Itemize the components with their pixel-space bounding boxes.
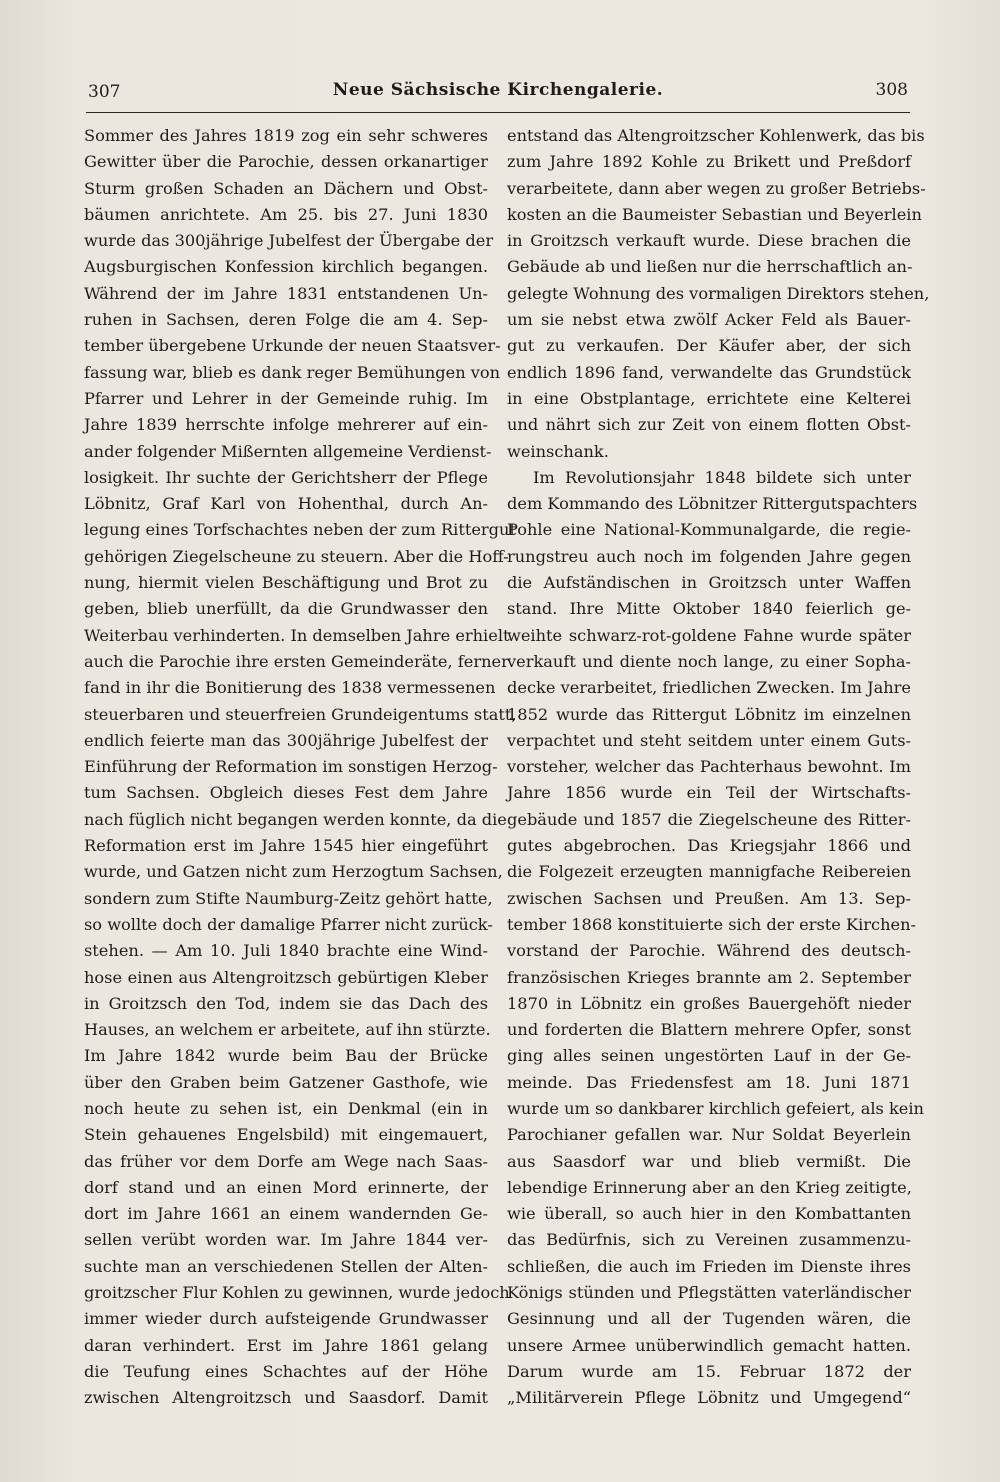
text-line: nung, hiermit vielen Beschäftigung und Brot zu [84, 573, 488, 593]
text-line: nach füglich nicht begangen werden konnte, da die [84, 809, 507, 829]
text-line: tum Sachsen. Obgleich dieses Fest dem Jahre [84, 783, 488, 803]
text-line: steuerbaren und steuerfreien Grundeigentums statt, [84, 704, 517, 724]
header-rule [86, 112, 910, 113]
text-line: tember 1868 konstituierte sich der erste Kirchen- [507, 914, 917, 934]
text-line: groitzscher Flur Kohlen zu gewinnen, wurde jedoch [84, 1283, 510, 1303]
text-line: Im Revolutionsjahr 1848 bildete sich unter [533, 467, 911, 487]
text-line: endlich 1896 fand, verwandelte das Grundstück [507, 362, 911, 382]
text-line: tember übergebene Urkunde der neuen Staatsver- [84, 336, 501, 356]
text-line: fand in ihr die Bonitierung des 1838 vermessenen [84, 678, 496, 698]
text-line: Im Jahre 1842 wurde beim Bau der Brücke [84, 1046, 488, 1066]
text-line: verpachtet und steht seitdem unter einem Guts- [507, 730, 911, 750]
text-line: Weiterbau verhinderten. In demselben Jahre erhielt [84, 625, 510, 645]
text-line: über den Graben beim Gatzener Gasthofe, wie [84, 1072, 488, 1092]
page-number-left: 307 [88, 82, 121, 102]
text-line: daran verhindert. Erst im Jahre 1861 gelang [84, 1335, 488, 1355]
text-line: endlich feierte man das 300jährige Jubelfest der [84, 730, 488, 750]
text-line: unsere Armee unüberwindlich gemacht hatten. [507, 1335, 911, 1355]
text-line: 1852 wurde das Rittergut Löbnitz im einzelnen [507, 704, 911, 724]
text-line: dem Kommando des Löbnitzer Rittergutspachters [507, 494, 918, 514]
text-line: Sturm großen Schaden an Dächern und Obst- [84, 178, 488, 198]
text-line: vorstand der Parochie. Während des deutsch- [507, 941, 911, 961]
text-line: lebendige Erinnerung aber an den Krieg zeitigte, [507, 1177, 912, 1197]
text-line: das früher vor dem Dorfe am Wege nach Saas- [84, 1151, 488, 1171]
text-line: weihte schwarz-rot-goldene Fahne wurde später [507, 625, 911, 645]
text-line: gutes abgebrochen. Das Kriegsjahr 1866 und [507, 836, 911, 856]
page-header [88, 78, 908, 108]
text-line: in eine Obstplantage, errichtete eine Kelterei [507, 388, 911, 408]
text-line: Pohle eine National-Kommunalgarde, die regie- [507, 520, 911, 540]
text-line: Gewitter über die Parochie, dessen orkanartiger [84, 152, 488, 172]
text-line: auch die Parochie ihre ersten Gemeinderäte, ferner [84, 651, 509, 671]
running-title: Neue Sächsische Kirchengalerie. [332, 80, 664, 100]
text-line: Jahre 1839 herrschte infolge mehrerer auf ein- [84, 415, 488, 435]
text-line: ander folgender Mißernten allgemeine Verdienst- [84, 441, 492, 461]
text-line: wurde um so dankbarer kirchlich gefeiert, als kein [507, 1098, 924, 1118]
text-line: rungstreu auch noch im folgenden Jahre gegen [507, 546, 911, 566]
text-line: bäumen anrichtete. Am 25. bis 27. Juni 1830 [84, 204, 488, 224]
text-line: aus Saasdorf war und blieb vermißt. Die [507, 1151, 911, 1171]
text-line: verarbeitete, dann aber wegen zu großer Betriebs- [507, 178, 926, 198]
text-line: gut zu verkaufen. Der Käufer aber, der sich [507, 336, 911, 356]
text-line: zum Jahre 1892 Kohle zu Brikett und Preßdorf [507, 152, 911, 172]
text-line: Reformation erst im Jahre 1545 hier eingeführt [84, 836, 488, 856]
text-column-right [507, 123, 930, 1412]
text-line: Während der im Jahre 1831 entstandenen Un- [84, 283, 488, 303]
text-line: stehen. — Am 10. Juli 1840 brachte eine Wind- [84, 941, 488, 961]
text-line: die Teufung eines Schachtes auf der Höhe [84, 1361, 488, 1381]
text-line: suchte man an verschiedenen Stellen der Alten- [84, 1256, 488, 1276]
text-line: um sie nebst etwa zwölf Acker Feld als Bauer- [507, 310, 911, 330]
text-line: Gebäude ab und ließen nur die herrschaftlich an- [507, 257, 913, 277]
text-line: losigkeit. Ihr suchte der Gerichtsherr der Pflege [84, 467, 488, 487]
text-line: legung eines Torfschachtes neben der zum Rittergut [84, 520, 516, 540]
text-line: verkauft und diente noch lange, zu einer Sopha- [507, 651, 911, 671]
text-line: zwischen Sachsen und Preußen. Am 13. Sep- [507, 888, 911, 908]
text-line: immer wieder durch aufsteigende Grundwasser [84, 1309, 488, 1329]
text-line: in Groitzsch verkauft wurde. Diese brachen die [507, 231, 911, 251]
text-line: 1870 in Löbnitz ein großes Bauergehöft nieder [507, 993, 911, 1013]
text-line: Augsburgischen Konfession kirchlich begangen. [84, 257, 488, 277]
text-line: kosten an die Baumeister Sebastian und Beyerlein [507, 204, 922, 224]
text-line: Gesinnung und all der Tugenden wären, die [507, 1309, 911, 1329]
text-line: französischen Krieges brannte am 2. September [507, 967, 911, 987]
text-line: wurde das 300jährige Jubelfest der Übergabe der [84, 231, 494, 251]
text-line: Einführung der Reformation im sonstigen Herzog- [84, 757, 498, 777]
text-line: wurde, und Gatzen nicht zum Herzogtum Sachsen, [84, 862, 503, 882]
text-line: ruhen in Sachsen, deren Folge die am 4. Sep- [84, 310, 488, 330]
text-line: Pfarrer und Lehrer in der Gemeinde ruhig. Im [84, 388, 488, 408]
text-line: hose einen aus Altengroitzsch gebürtigen Kleber [84, 967, 488, 987]
text-line: gebäude und 1857 die Ziegelscheune des Ritter- [507, 809, 911, 829]
text-line: decke verarbeitet, friedlichen Zwecken. Im Jahre [507, 678, 911, 698]
text-line: fassung war, blieb es dank reger Bemühungen von [84, 362, 501, 382]
text-line: Sommer des Jahres 1819 zog ein sehr schweres [84, 126, 488, 145]
text-line: und forderten die Blattern mehrere Opfer, sonst [507, 1020, 911, 1040]
text-line: die Aufständischen in Groitzsch unter Waffen [507, 573, 911, 593]
text-line: das Bedürfnis, sich zu Vereinen zusammenzu- [507, 1230, 911, 1250]
text-line: so wollte doch der damalige Pfarrer nicht zurück- [84, 914, 493, 934]
text-line: wie überall, so auch hier in den Kombattanten [507, 1204, 911, 1224]
text-line: Löbnitz, Graf Karl von Hohenthal, durch An- [84, 494, 488, 514]
text-line: dort im Jahre 1661 an einem wandernden Ge- [84, 1204, 488, 1224]
text-line: sondern zum Stifte Naumburg-Zeitz gehört hatte, [84, 888, 493, 908]
text-line: geben, blieb unerfüllt, da die Grundwasser den [84, 599, 488, 619]
text-line: die Folgezeit erzeugten mannigfache Reibereien [507, 862, 911, 882]
text-line: dorf stand und an einen Mord erinnerte, der [84, 1177, 488, 1197]
text-line: Hauses, an welchem er arbeitete, auf ihn stürzte. [84, 1020, 491, 1040]
text-line: Parochianer gefallen war. Nur Soldat Beyerlein [507, 1125, 911, 1145]
text-line: Darum wurde am 15. Februar 1872 der [507, 1361, 911, 1381]
text-column-left [84, 123, 517, 1412]
text-line: „Militärverein Pflege Löbnitz und Umgegend“ [507, 1388, 911, 1408]
text-line: vorsteher, welcher das Pachterhaus bewohnt. Im [507, 757, 911, 777]
text-line: weinschank. [507, 441, 609, 461]
text-line: entstand das Altengroitzscher Kohlenwerk, das bis [507, 126, 925, 145]
text-line: zwischen Altengroitzsch und Saasdorf. Damit [84, 1388, 488, 1408]
text-line: Jahre 1856 wurde ein Teil der Wirtschafts- [507, 783, 911, 803]
text-line: noch heute zu sehen ist, ein Denkmal (ein in [84, 1098, 488, 1118]
text-line: gehörigen Ziegelscheune zu steuern. Aber die Hoff- [84, 546, 509, 566]
text-line: meinde. Das Friedensfest am 18. Juni 1871 [507, 1072, 911, 1092]
text-line: sellen verübt worden war. Im Jahre 1844 ver- [84, 1230, 488, 1250]
page-number-right: 308 [875, 80, 908, 100]
text-line: gelegte Wohnung des vormaligen Direktors stehen, [507, 283, 930, 303]
text-line: Königs stünden und Pflegstätten vaterländischer [507, 1283, 911, 1303]
text-line: in Groitzsch den Tod, indem sie das Dach des [84, 993, 488, 1013]
text-line: stand. Ihre Mitte Oktober 1840 feierlich ge- [507, 599, 911, 619]
text-line: und nährt sich zur Zeit von einem flotten Obst- [507, 415, 911, 435]
text-line: schließen, die auch im Frieden im Dienste ihres [507, 1256, 911, 1276]
text-line: Stein gehauenes Engelsbild) mit eingemauert, [84, 1125, 488, 1145]
text-line: ging alles seinen ungestörten Lauf in der Ge- [507, 1046, 911, 1066]
